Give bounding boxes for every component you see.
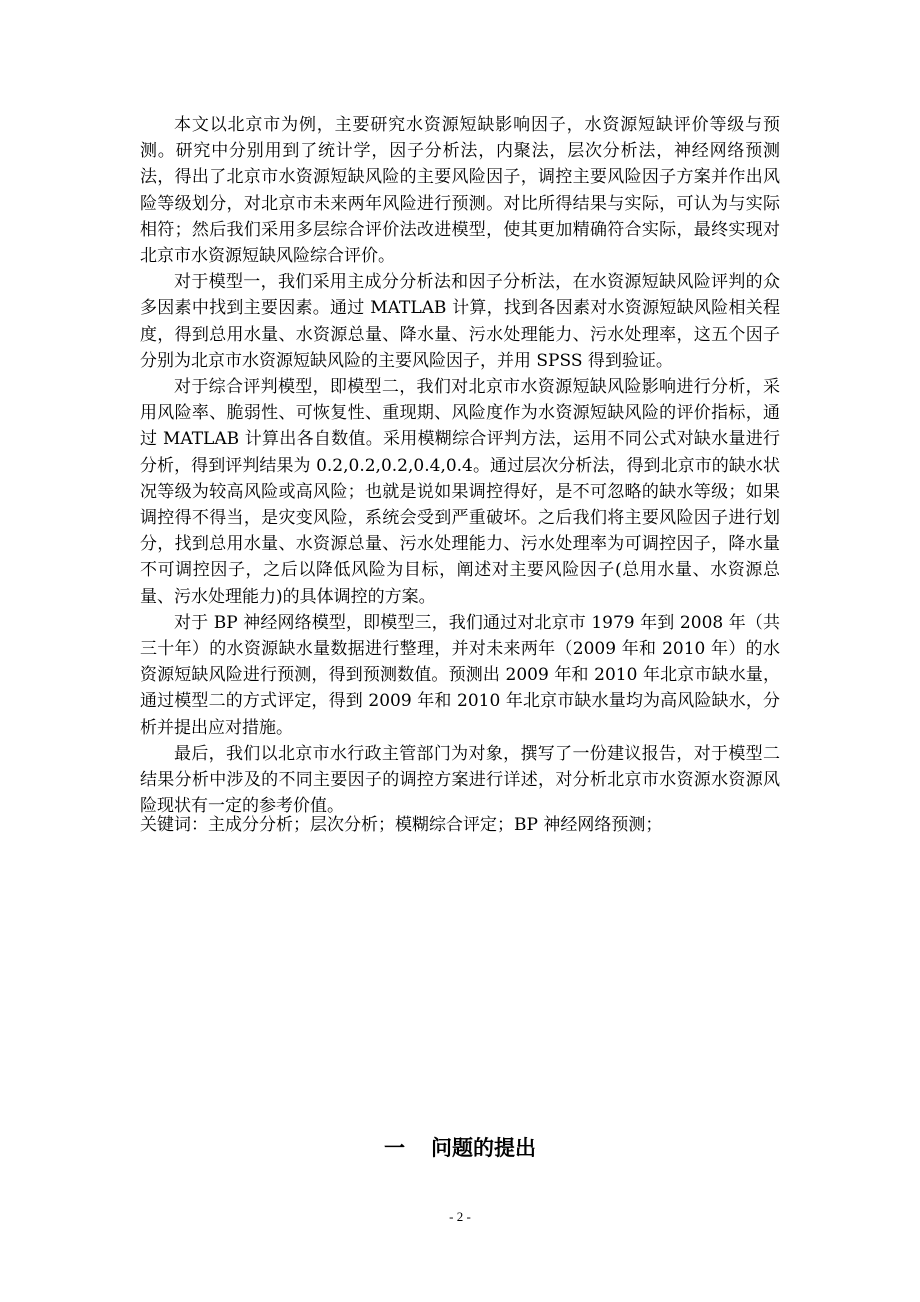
section-number: 一 (384, 1136, 405, 1160)
page-number: - 2 - (449, 1209, 471, 1224)
abstract-paragraph-2: 对于模型一，我们采用主成分分析法和因子分析法，在水资源短缺风险评判的众多因素中找到主要因素。通过 MATLAB 计算，找到各因素对水资源短缺风险相关程度，得到总用水量、水资源总量、降水量、污水处理能力、污水处理率，这五个因子分别为北京市水资源短缺风险的主要风险因子，并用 SPSS 得到验证。 (140, 272, 780, 371)
section-title: 问题的提出 (431, 1136, 536, 1160)
abstract-paragraph-4: 对于 BP 神经网络模型，即模型三，我们通过对北京市 1979 年到 2008 年（共三十年）的水资源缺水量数据进行整理，并对未来两年（2009 年和 2010 年）的水资源短缺风险进行预测，得到预测数值。预测出 2009 年和 2010 年北京市缺水量，通过模型二的方式评定，得到 2009 年和 2010 年北京市缺水量均为高风险缺水，分析并提出应对措施。 (140, 612, 780, 738)
abstract-paragraph-3: 对于综合评判模型，即模型二，我们对北京市水资源短缺风险影响进行分析，采用风险率、脆弱性、可恢复性、重现期、风险度作为水资源短缺风险的评价指标，通过 MATLAB 计算出各自数值。采用模糊综合评判方法，运用不同公式对缺水量进行分析，得到评判结果为 0.2,0.2,0.2,0.4,0.4。通过层次分析法，得到北京市的缺水状况等级为较高风险或高风险；也就是说如果调控得好，是不可忽略的缺水等级；如果调控得不得当，是灾变风险，系统会受到严重破坏。之后我们将主要风险因子进行划分，找到总用水量、水资源总量、污水处理能力、污水处理率为可调控因子，降水量不可调控因子，之后以降低风险为目标，阐述对主要风险因子(总用水量、水资源总量、污水处理能力)的具体调控的方案。 (140, 377, 780, 607)
keywords-line: 关键词：主成分分析；层次分析；模糊综合评定；BP 神经网络预测； (140, 815, 663, 835)
abstract-paragraph-5: 最后，我们以北京市水行政主管部门为对象，撰写了一份建议报告，对于模型二结果分析中涉及的不同主要因子的调控方案进行详述，对分析北京市水资源水资源风险现状有一定的参考价值。 (140, 743, 780, 817)
abstract-body (140, 112, 780, 819)
abstract-paragraph-1: 本文以北京市为例，主要研究水资源短缺影响因子，水资源短缺评价等级与预测。研究中分别用到了统计学，因子分析法，内聚法，层次分析法，神经网络预测法，得出了北京市水资源短缺风险的主要风险因子，调控主要风险因子方案并作出风险等级划分，对北京市未来两年风险进行预测。对比所得结果与实际，可认为与实际相符；然后我们采用多层综合评价法改进模型，使其更加精确符合实际，最终实现对北京市水资源短缺风险综合评价。 (140, 115, 780, 267)
section-heading (0, 1133, 920, 1163)
